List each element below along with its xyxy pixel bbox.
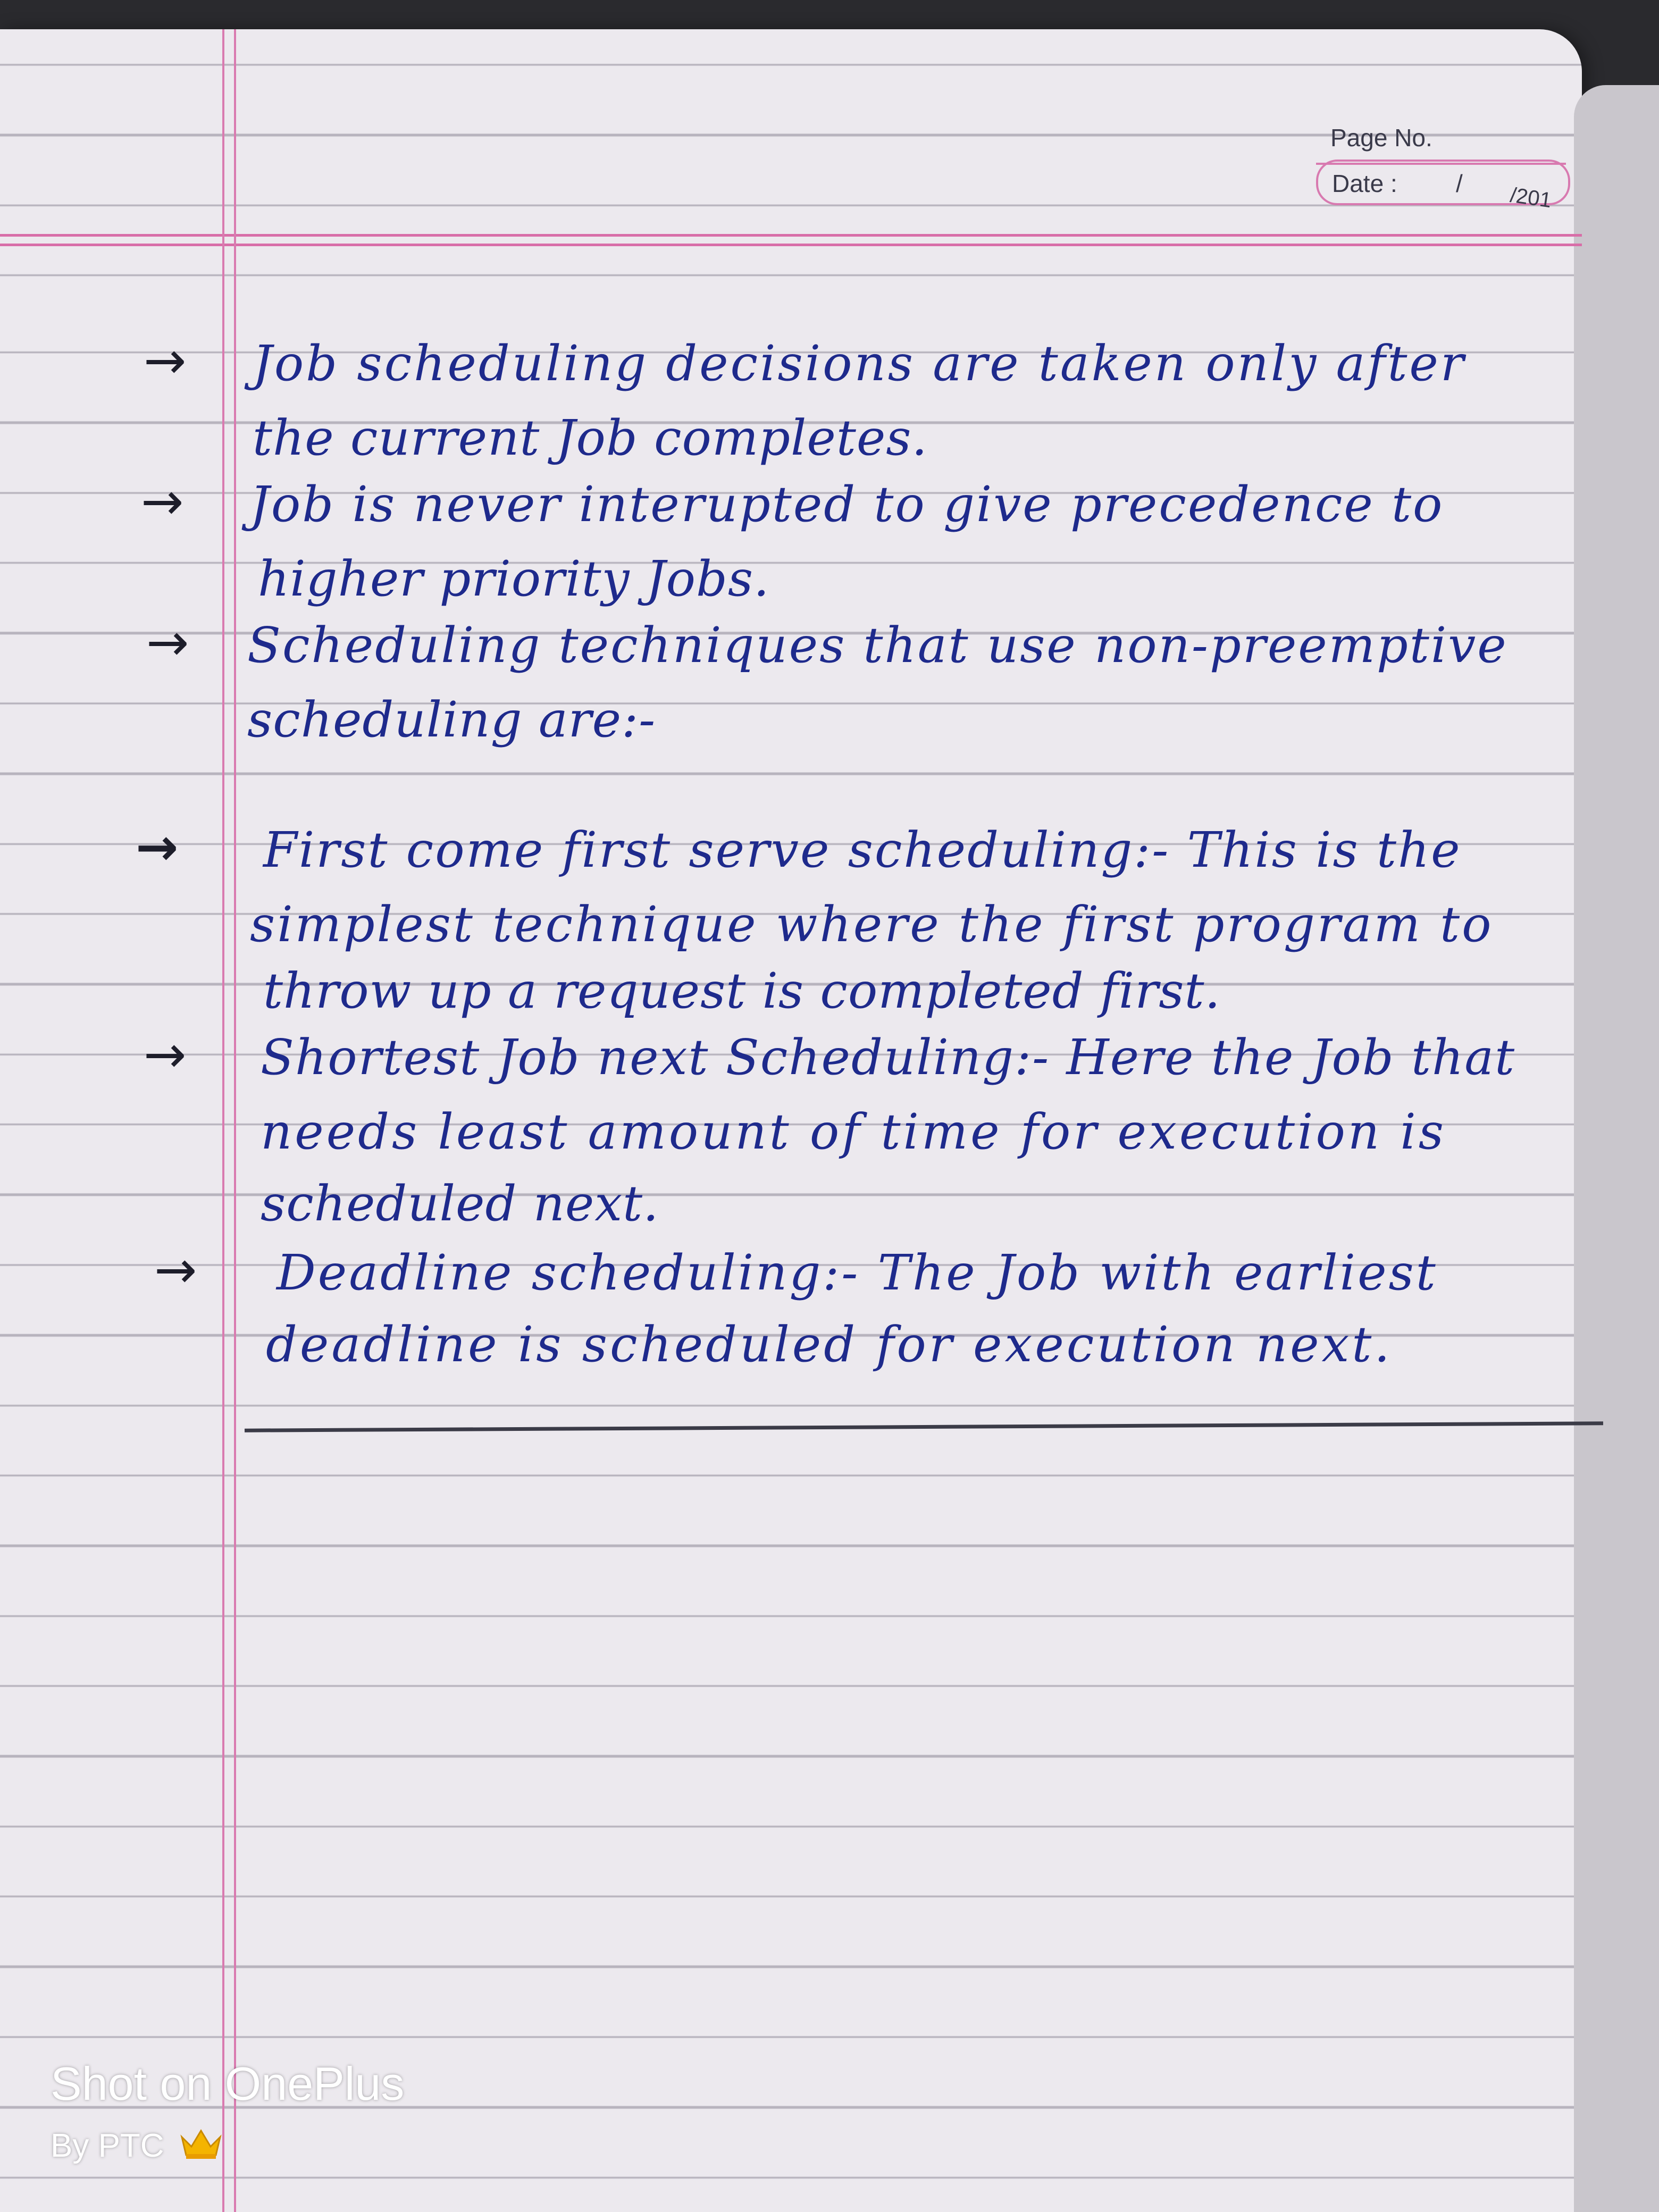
header-rule-bottom (0, 244, 1582, 246)
watermark-subtitle-text: By PTC (51, 2127, 164, 2164)
note-line: throw up a request is completed first. (263, 962, 1221, 1019)
bullet-arrow-icon: → (154, 1240, 197, 1300)
watermark-subtitle (51, 2127, 222, 2168)
watermark-title: Shot on OnePlus (51, 2057, 405, 2110)
note-line: needs least amount of time for execution is (261, 1103, 1446, 1160)
note-line: the current Job completes. (253, 409, 928, 466)
date-label: Date : (1332, 170, 1397, 197)
page-number-label: Page No. (1330, 124, 1432, 152)
date-year: /201 (1509, 183, 1553, 213)
note-line: scheduled next. (261, 1175, 659, 1232)
note-line: Scheduling techniques that use non-preemptive (247, 617, 1508, 674)
bullet-arrow-icon: → (136, 817, 179, 877)
note-line: Deadline scheduling:- The Job with earliest (276, 1244, 1438, 1301)
crown-icon (180, 2127, 222, 2168)
bullet-arrow-icon: → (144, 1025, 187, 1084)
margin-line-right (234, 29, 236, 2212)
bullet-arrow-icon: → (141, 472, 184, 531)
note-line: deadline is scheduled for execution next. (266, 1316, 1393, 1373)
note-line: Shortest Job next Scheduling:- Here the Job that (261, 1029, 1516, 1086)
note-line: First come first serve scheduling:- This is the (263, 822, 1462, 878)
date-slash: / (1456, 170, 1463, 197)
note-line: scheduling are:- (247, 691, 656, 748)
note-line: Job is never interupted to give precedence to (250, 476, 1444, 533)
margin-line-left (222, 29, 224, 2212)
note-line: higher priority Jobs. (258, 550, 770, 607)
note-line: Job scheduling decisions are taken only after (253, 335, 1466, 392)
header-rule-top (0, 234, 1582, 237)
bullet-arrow-icon: → (146, 613, 189, 672)
note-line: simplest technique where the first program to (250, 896, 1494, 953)
bullet-arrow-icon: → (144, 331, 187, 390)
